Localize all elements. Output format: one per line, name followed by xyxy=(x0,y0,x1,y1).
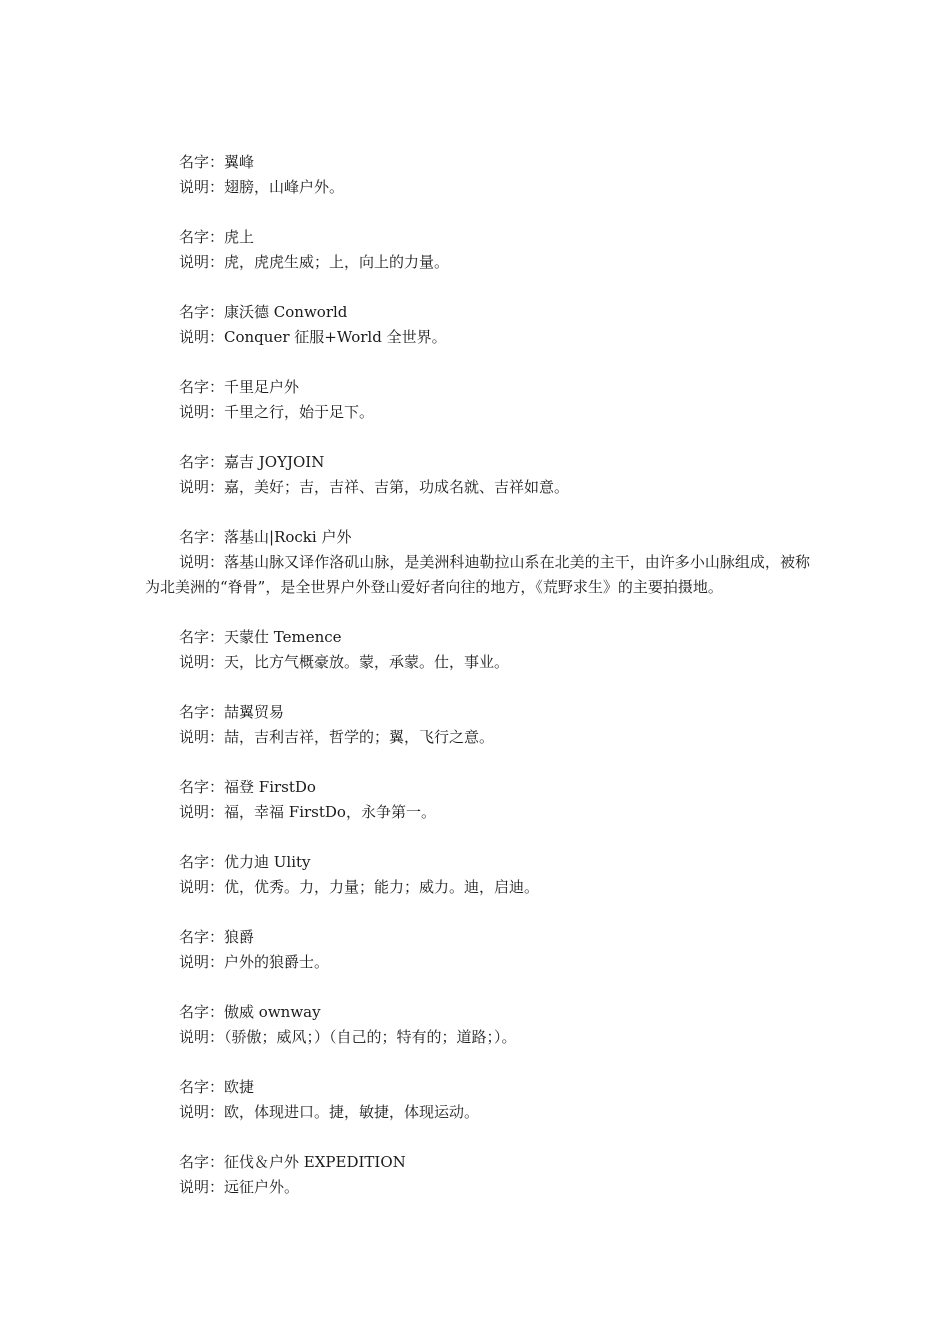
entry-desc: 落基山脉又译作洛矶山脉，是美洲科迪勒拉山系在北美的主干，由许多小山脉组成，被称为北美洲的“脊骨”，是全世界户外登山爱好者向往的地方，《荒野求生》的主要拍摄地。 xyxy=(145,553,810,596)
entry-desc: 嘉，美好；吉，吉祥、吉第，功成名就、吉祥如意。 xyxy=(224,478,570,496)
name-label: 名字： xyxy=(179,853,225,871)
name-entry-7 xyxy=(145,625,810,675)
entry-name-line xyxy=(145,375,810,400)
entry-name-line xyxy=(145,150,810,175)
entry-desc-line xyxy=(145,1175,810,1200)
name-label: 名字： xyxy=(179,303,225,321)
entry-name-line xyxy=(145,225,810,250)
name-entry-5 xyxy=(145,450,810,500)
desc-label: 说明： xyxy=(179,478,225,496)
desc-label: 说明： xyxy=(179,253,225,271)
desc-label: 说明： xyxy=(179,403,225,421)
entry-desc: 虎，虎虎生威；上，向上的力量。 xyxy=(224,253,450,271)
name-entry-10 xyxy=(145,850,810,900)
name-label: 名字： xyxy=(179,153,225,171)
entry-desc: 福，幸福 FirstDo，永争第一。 xyxy=(224,803,436,821)
entry-desc: （骄傲；威风；）（自己的；特有的；道路；）。 xyxy=(224,1028,517,1046)
name-label: 名字： xyxy=(179,628,225,646)
entry-name-line xyxy=(145,850,810,875)
entry-name-line xyxy=(145,625,810,650)
entry-desc-line xyxy=(145,875,810,900)
name-label: 名字： xyxy=(179,1078,225,1096)
name-entry-1 xyxy=(145,150,810,200)
entry-desc: 远征户外。 xyxy=(224,1178,300,1196)
entry-desc-line xyxy=(145,1100,810,1125)
entry-name-line xyxy=(145,1075,810,1100)
entry-desc-line xyxy=(145,725,810,750)
entry-name: 落基山|Rocki 户外 xyxy=(224,528,352,546)
entry-name: 千里足户外 xyxy=(224,378,300,396)
desc-label: 说明： xyxy=(179,328,225,346)
name-entry-11 xyxy=(145,925,810,975)
name-entry-2 xyxy=(145,225,810,275)
entry-name-line xyxy=(145,1150,810,1175)
entry-desc-line xyxy=(145,550,810,600)
name-entry-6 xyxy=(145,525,810,600)
entry-name: 傲威 ownway xyxy=(224,1003,321,1021)
name-label: 名字： xyxy=(179,778,225,796)
desc-label: 说明： xyxy=(179,1103,225,1121)
desc-label: 说明： xyxy=(179,1028,225,1046)
entry-desc-line xyxy=(145,650,810,675)
name-label: 名字： xyxy=(179,453,225,471)
entry-desc: 户外的狼爵士。 xyxy=(224,953,330,971)
entry-desc: 千里之行，始于足下。 xyxy=(224,403,375,421)
entry-desc: 翅膀，山峰户外。 xyxy=(224,178,345,196)
entry-name-line xyxy=(145,300,810,325)
desc-label: 说明： xyxy=(179,553,225,571)
name-label: 名字： xyxy=(179,703,225,721)
entry-desc: 欧，体现进口。捷，敏捷，体现运动。 xyxy=(224,1103,480,1121)
name-label: 名字： xyxy=(179,528,225,546)
name-label: 名字： xyxy=(179,378,225,396)
name-entry-4 xyxy=(145,375,810,425)
desc-label: 说明： xyxy=(179,878,225,896)
desc-label: 说明： xyxy=(179,953,225,971)
entry-name: 嘉吉 JOYJOIN xyxy=(224,453,325,471)
name-entry-9 xyxy=(145,775,810,825)
name-entry-14 xyxy=(145,1150,810,1200)
entry-name: 虎上 xyxy=(224,228,255,246)
entry-desc-line xyxy=(145,475,810,500)
entry-name-line xyxy=(145,775,810,800)
desc-label: 说明： xyxy=(179,803,225,821)
document-body xyxy=(145,150,810,1225)
entry-name: 天蒙仕 Temence xyxy=(224,628,342,646)
entry-name-line xyxy=(145,925,810,950)
name-label: 名字： xyxy=(179,1153,225,1171)
entry-name-line xyxy=(145,700,810,725)
entry-name: 福登 FirstDo xyxy=(224,778,316,796)
desc-label: 说明： xyxy=(179,178,225,196)
name-entry-3 xyxy=(145,300,810,350)
entry-name: 狼爵 xyxy=(224,928,255,946)
entry-name-line xyxy=(145,525,810,550)
entry-desc: 优，优秀。力，力量；能力；威力。迪，启迪。 xyxy=(224,878,540,896)
entry-name: 康沃德 Conworld xyxy=(224,303,348,321)
entry-name-line xyxy=(145,450,810,475)
name-entry-12 xyxy=(145,1000,810,1050)
entry-name: 喆翼贸易 xyxy=(224,703,285,721)
desc-label: 说明： xyxy=(179,653,225,671)
entry-name: 欧捷 xyxy=(224,1078,255,1096)
entry-name: 征伐＆户外 EXPEDITION xyxy=(224,1153,406,1171)
entry-desc-line xyxy=(145,400,810,425)
entry-name-line xyxy=(145,1000,810,1025)
name-label: 名字： xyxy=(179,928,225,946)
name-label: 名字： xyxy=(179,228,225,246)
entry-desc-line xyxy=(145,325,810,350)
entry-desc-line xyxy=(145,175,810,200)
entry-desc-line xyxy=(145,800,810,825)
entry-desc-line xyxy=(145,950,810,975)
entry-name: 优力迪 Ulity xyxy=(224,853,311,871)
entry-name: 翼峰 xyxy=(224,153,255,171)
entry-desc: 天，比方气概豪放。蒙，承蒙。仕，事业。 xyxy=(224,653,510,671)
entry-desc-line xyxy=(145,1025,810,1050)
entry-desc-line xyxy=(145,250,810,275)
desc-label: 说明： xyxy=(179,728,225,746)
name-entry-8 xyxy=(145,700,810,750)
name-label: 名字： xyxy=(179,1003,225,1021)
desc-label: 说明： xyxy=(179,1178,225,1196)
entry-desc: 喆，吉利吉祥，哲学的；翼，飞行之意。 xyxy=(224,728,495,746)
entry-desc: Conquer 征服+World 全世界。 xyxy=(224,328,447,346)
name-entry-13 xyxy=(145,1075,810,1125)
